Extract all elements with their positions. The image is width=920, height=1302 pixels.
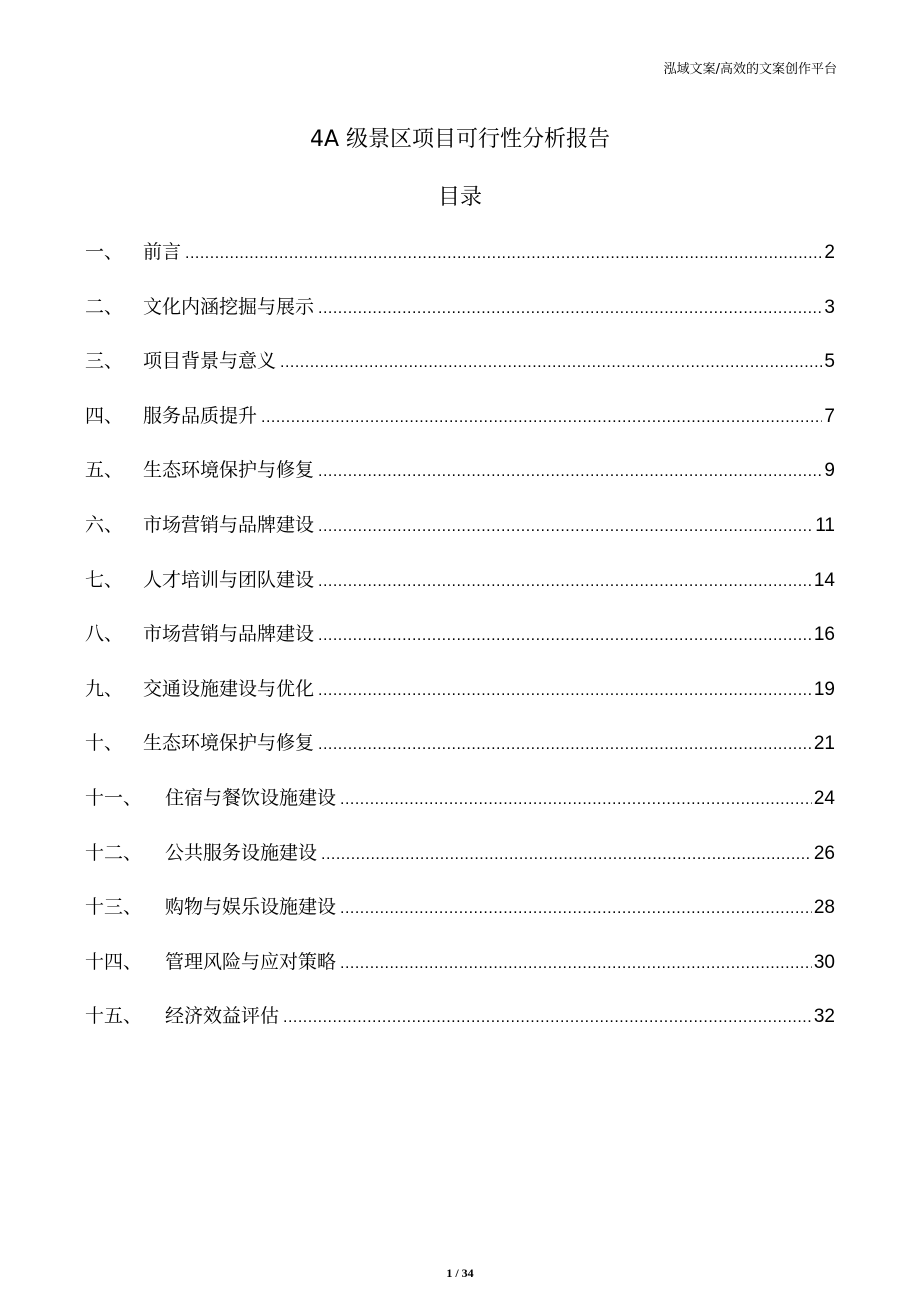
toc-entry-label[interactable]: 生态环境保护与修复: [143, 459, 315, 482]
toc-entry[interactable]: [85, 455, 835, 510]
toc-entry[interactable]: [85, 892, 835, 947]
toc-entry-label[interactable]: 服务品质提升: [143, 404, 258, 427]
toc-dot-leader: [318, 518, 813, 536]
toc-dot-leader: [280, 354, 822, 372]
toc-dot-leader: [318, 573, 812, 591]
toc-dot-leader: [318, 736, 812, 754]
toc-entry-page: 14: [813, 569, 835, 591]
toc-dot-leader: [318, 627, 812, 645]
toc-entry-label[interactable]: 住宿与餐饮设施建设: [165, 786, 337, 809]
toc-entry-page: 3: [824, 296, 835, 318]
toc-entry-label[interactable]: 管理风险与应对策略: [165, 950, 337, 973]
toc-entry-page: 32: [813, 1006, 835, 1028]
toc-dot-leader: [261, 409, 822, 427]
toc-entry-page: 7: [824, 405, 835, 427]
toc-entry[interactable]: [85, 838, 835, 893]
toc-entry[interactable]: [85, 1001, 835, 1056]
toc-heading: 目录: [437, 185, 482, 210]
toc-entry-label[interactable]: 市场营销与品牌建设: [143, 623, 315, 646]
toc-entry-label[interactable]: 交通设施建设与优化: [143, 677, 315, 700]
toc-entry-label[interactable]: 文化内涵挖掘与展示: [143, 295, 315, 318]
toc-entry-label[interactable]: 前言: [143, 241, 182, 263]
toc-entry-number: 十一、: [85, 786, 143, 809]
toc-entry[interactable]: [85, 292, 835, 347]
toc-entry-page: 9: [824, 460, 835, 482]
toc-entry-page: 30: [813, 951, 835, 973]
toc-entry-number: 二、: [85, 295, 124, 318]
toc-entry-page: 5: [824, 351, 835, 373]
toc-entry-number: 五、: [85, 459, 124, 482]
toc-entry-page: 21: [813, 733, 835, 755]
toc-entry[interactable]: [85, 401, 835, 456]
toc-entry-page: 2: [824, 242, 835, 263]
toc-entry-page: 28: [813, 897, 835, 919]
toc-entry-label[interactable]: 市场营销与品牌建设: [143, 513, 315, 536]
toc-entry-page: 24: [813, 787, 835, 809]
toc-entry-page: 16: [813, 624, 835, 646]
toc-entry-number: 十二、: [85, 841, 143, 864]
toc-entry-label[interactable]: 项目背景与意义: [143, 350, 277, 373]
toc-entry[interactable]: [85, 565, 835, 620]
toc-entry[interactable]: [85, 237, 835, 292]
toc-entry-number: 七、: [85, 568, 124, 591]
toc-entry[interactable]: [85, 674, 835, 729]
toc-entry[interactable]: [85, 728, 835, 783]
toc-entry-number: 四、: [85, 404, 124, 427]
toc-entry-number: 十、: [85, 732, 124, 755]
page-indicator: 1 / 34: [446, 1266, 474, 1280]
toc-dot-leader: [283, 1009, 812, 1027]
toc-entry-page: 11: [815, 514, 835, 536]
toc-entry-number: 十三、: [85, 896, 143, 919]
toc-entry-label[interactable]: 经济效益评估: [165, 1005, 280, 1028]
toc-entry-number: 八、: [85, 623, 124, 646]
toc-entry-number: 九、: [85, 677, 124, 700]
toc-entry-page: 19: [813, 678, 835, 700]
toc-entry-number: 十四、: [85, 950, 143, 973]
toc-entry-page: 26: [813, 842, 835, 864]
toc-dot-leader: [318, 682, 812, 700]
toc-entry[interactable]: [85, 510, 835, 565]
toc-dot-leader: [340, 955, 812, 973]
toc-entry[interactable]: [85, 947, 835, 1002]
toc-entry-number: 六、: [85, 513, 124, 536]
toc-dot-leader: [321, 846, 812, 864]
toc-entry-number: 十五、: [85, 1005, 143, 1028]
toc-entry[interactable]: [85, 346, 835, 401]
toc-dot-leader: [318, 463, 822, 481]
toc-dot-leader: [318, 300, 822, 318]
toc-dot-leader: [340, 900, 812, 918]
toc-dot-leader: [340, 791, 812, 809]
toc-entry-number: 三、: [85, 350, 124, 373]
toc-entry-label[interactable]: 公共服务设施建设: [165, 841, 318, 864]
toc-entry-label[interactable]: 购物与娱乐设施建设: [165, 896, 337, 919]
document-title: 4A 级景区项目可行性分析报告: [309, 127, 611, 152]
table-of-contents: [85, 237, 835, 1056]
toc-entry[interactable]: [85, 783, 835, 838]
toc-entry-label[interactable]: 人才培训与团队建设: [143, 568, 315, 591]
toc-entry[interactable]: [85, 619, 835, 674]
toc-entry-number: 一、: [85, 241, 124, 263]
page-header: 泓域文案/高效的文案创作平台: [663, 62, 837, 77]
toc-entry-label[interactable]: 生态环境保护与修复: [143, 732, 315, 755]
toc-dot-leader: [185, 245, 822, 263]
